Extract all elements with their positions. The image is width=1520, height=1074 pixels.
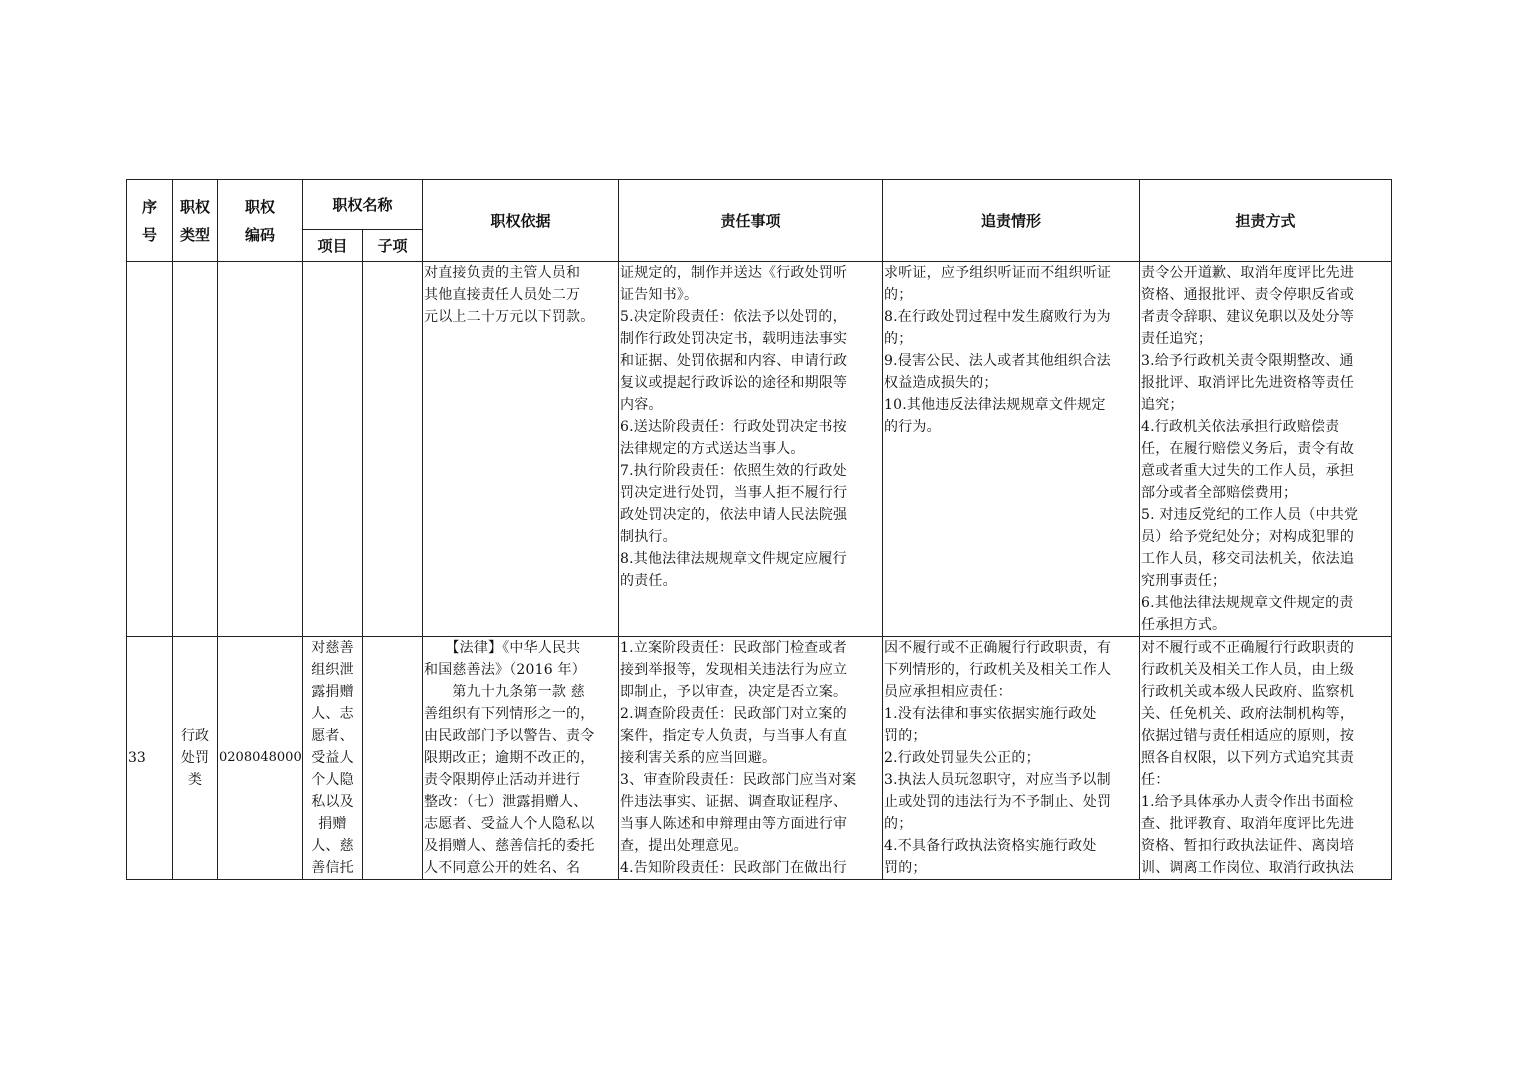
row2-basis-line: 人不同意公开的姓名、名 xyxy=(424,860,581,876)
row1-type xyxy=(173,262,218,637)
row2-basis-line: 及捐赠人、慈善信托的委托 xyxy=(424,838,595,854)
table-row xyxy=(127,637,1392,880)
row2-type-line: 处罚 xyxy=(181,750,209,766)
row1-subitem xyxy=(363,262,423,637)
row2-item xyxy=(303,637,363,880)
row1-duty-line: 的责任。 xyxy=(620,573,677,589)
row2-method xyxy=(1140,637,1392,880)
row1-duty-line: 8.其他法律法规规章文件规定应履行 xyxy=(620,551,847,567)
row2-basis-line: 善组织有下列情形之一的， xyxy=(424,706,595,722)
row1-method-line: 6.其他法律法规规章文件规定的责 xyxy=(1141,595,1354,611)
row2-duty-line: 件违法事实、证据、调查取证程序、 xyxy=(620,794,848,810)
row1-duty-line: 罚决定进行处罚，当事人拒不履行行 xyxy=(620,485,848,501)
header-code xyxy=(218,180,303,262)
row2-basis xyxy=(423,637,619,880)
row2-item-line: 愿者、 xyxy=(311,728,354,744)
row2-accountability-line: 罚的； xyxy=(884,860,927,876)
row1-accountability-line: 权益造成损失的； xyxy=(884,375,998,391)
row2-basis-line: 限期改正；逾期不改正的， xyxy=(424,750,595,766)
row2-item-line: 善信托 xyxy=(311,860,354,876)
row1-method-line: 4.行政机关依法承担行政赔偿责 xyxy=(1141,419,1340,435)
row1-method-line: 意或者重大过失的工作人员，承担 xyxy=(1141,463,1355,479)
row1-basis-line: 对直接负责的主管人员和 xyxy=(424,265,581,281)
row2-method-line: 行政机关及相关工作人员，由上级 xyxy=(1141,662,1355,678)
row1-duty-line: 证告知书》。 xyxy=(620,287,699,303)
row1-duty-line: 证规定的，制作并送达《行政处罚听 xyxy=(620,265,848,281)
row1-duty-line: 6.送达阶段责任：行政处罚决定书按 xyxy=(620,419,847,435)
row1-accountability xyxy=(883,262,1140,637)
row2-duty-line: 案件，指定专人负责，与当事人有直 xyxy=(620,728,848,744)
header-seq xyxy=(127,180,173,262)
row2-duty-line: 2.调查阶段责任：民政部门对立案的 xyxy=(620,706,847,722)
row1-method-line: 5. 对违反党纪的工作人员（中共党 xyxy=(1141,507,1359,523)
row1-accountability-line: 的行为。 xyxy=(884,419,941,435)
row1-basis xyxy=(423,262,619,637)
row2-accountability-line: 1.没有法律和事实依据实施行政处 xyxy=(884,706,1097,722)
header-basis: 职权依据 xyxy=(423,180,619,262)
row1-duty-line: 和证据、处罚依据和内容、申请行政 xyxy=(620,353,848,369)
header-type-text: 职权类型 xyxy=(179,197,210,244)
row2-basis-line: 整改：（七）泄露捐赠人、 xyxy=(424,794,588,810)
row1-method-line: 究刑事责任； xyxy=(1141,573,1227,589)
row2-method-line: 照各自权限，以下列方式追究其责 xyxy=(1141,750,1355,766)
row2-accountability-line: 4.不具备行政执法资格实施行政处 xyxy=(884,838,1097,854)
row1-duty-line: 法律规定的方式送达当事人。 xyxy=(620,441,805,457)
row2-accountability-line: 的； xyxy=(884,816,913,832)
row1-basis-line: 其他直接责任人员处二万 xyxy=(424,287,581,303)
row2-accountability xyxy=(883,637,1140,880)
row2-item-line: 个人隐 xyxy=(311,772,354,788)
header-code-text: 职权编码 xyxy=(244,197,275,244)
row1-method-line: 3.给予行政机关责令限期整改、通 xyxy=(1141,353,1354,369)
row1-method xyxy=(1140,262,1392,637)
row2-type xyxy=(173,637,218,880)
row2-accountability-line: 止或处罚的违法行为不予制止、处罚 xyxy=(884,794,1112,810)
row2-accountability-line: 员应承担相应责任： xyxy=(884,684,1012,700)
row2-item-line: 组织泄 xyxy=(311,662,354,678)
row1-method-line: 任承担方式。 xyxy=(1141,617,1227,633)
row2-duty-line: 接到举报等，发现相关违法行为应立 xyxy=(620,662,848,678)
row2-type-line: 类 xyxy=(188,772,202,788)
row1-code xyxy=(218,262,303,637)
row2-duty-line: 1.立案阶段责任：民政部门检查或者 xyxy=(620,640,847,656)
row2-method-line: 资格、暂扣行政执法证件、离岗培 xyxy=(1141,838,1355,854)
row2-basis-line: 【法律】《中华人民共 xyxy=(424,640,581,656)
header-item: 项目 xyxy=(303,230,363,262)
row1-accountability-line: 8.在行政处罚过程中发生腐败行为为 xyxy=(884,309,1111,325)
row2-method-line: 行政机关或本级人民政府、监察机 xyxy=(1141,684,1355,700)
header-name: 职权名称 xyxy=(303,180,423,230)
row1-duty xyxy=(619,262,883,637)
header-row xyxy=(127,180,1392,230)
row1-duty-line: 复议或提起行政诉讼的途径和期限等 xyxy=(620,375,848,391)
row2-method-line: 训、调离工作岗位、取消行政执法 xyxy=(1141,860,1355,876)
row2-duty-line: 接利害关系的应当回避。 xyxy=(620,750,777,766)
header-accountability: 追责情形 xyxy=(883,180,1140,262)
row2-accountability-line: 3.执法人员玩忽职守，对应当予以制 xyxy=(884,772,1111,788)
row2-basis-line: 第九十九条第一款 慈 xyxy=(424,684,585,700)
row1-accountability-line: 的； xyxy=(884,331,913,347)
row2-duty-line: 3、审查阶段责任：民政部门应当对案 xyxy=(620,772,857,788)
row1-duty-line: 制作行政处罚决定书，载明违法事实 xyxy=(620,331,848,347)
row1-basis-line: 元以上二十万元以下罚款。 xyxy=(424,309,595,325)
row1-method-line: 追究； xyxy=(1141,397,1184,413)
header-type xyxy=(173,180,218,262)
row2-basis-line: 和国慈善法》（2016 年） xyxy=(424,662,586,678)
row1-duty-line: 政处罚决定的，依法申请人民法院强 xyxy=(620,507,848,523)
row1-duty-line: 制执行。 xyxy=(620,529,677,545)
power-responsibility-table xyxy=(126,179,1392,880)
header-subitem: 子项 xyxy=(363,230,423,262)
row2-method-line: 关、任免机关、政府法制机构等， xyxy=(1141,706,1355,722)
row2-code: 0208048000 xyxy=(218,637,303,880)
row2-accountability-line: 因不履行或不正确履行行政职责，有 xyxy=(884,640,1112,656)
row2-basis-line: 由民政部门予以警告、责令 xyxy=(424,728,595,744)
row2-item-line: 捐赠 xyxy=(318,816,347,832)
row1-method-line: 者责令辞职、建议免职以及处分等 xyxy=(1141,309,1355,325)
row2-method-line: 查、批评教育、取消年度评比先进 xyxy=(1141,816,1355,832)
row1-method-line: 报批评、取消评比先进资格等责任 xyxy=(1141,375,1355,391)
row2-accountability-line: 下列情形的，行政机关及相关工作人 xyxy=(884,662,1112,678)
row2-method-line: 1.给予具体承办人责令作出书面检 xyxy=(1141,794,1354,810)
row2-method-line: 对不履行或不正确履行行政职责的 xyxy=(1141,640,1355,656)
row1-accountability-line: 求听证，应予组织听证而不组织听证 xyxy=(884,265,1112,281)
row2-type-line: 行政 xyxy=(181,728,209,744)
row2-duty-line: 即制止，予以审查，决定是否立案。 xyxy=(620,684,848,700)
row1-accountability-line: 10.其他违反法律法规规章文件规定 xyxy=(884,397,1106,413)
header-seq-text: 序号 xyxy=(141,197,157,244)
row1-method-line: 任，在履行赔偿义务后，责令有故 xyxy=(1141,441,1355,457)
row2-duty-line: 当事人陈述和申辩理由等方面进行审 xyxy=(620,816,848,832)
row2-method-line: 任： xyxy=(1141,772,1170,788)
row1-accountability-line: 的； xyxy=(884,287,913,303)
row1-method-line: 责任追究； xyxy=(1141,331,1213,347)
row2-item-line: 人、慈 xyxy=(311,838,354,854)
row1-method-line: 资格、通报批评、责令停职反省或 xyxy=(1141,287,1355,303)
table-row xyxy=(127,262,1392,637)
row1-duty-line: 7.执行阶段责任：依照生效的行政处 xyxy=(620,463,847,479)
row2-accountability-line: 罚的； xyxy=(884,728,927,744)
row2-item-line: 对慈善 xyxy=(311,640,354,656)
row1-seq xyxy=(127,262,173,637)
row2-accountability-line: 2.行政处罚显失公正的； xyxy=(884,750,1040,766)
row2-method-line: 依据过错与责任相适应的原则，按 xyxy=(1141,728,1355,744)
row2-duty xyxy=(619,637,883,880)
row2-item-line: 私以及 xyxy=(311,794,354,810)
row2-subitem xyxy=(363,637,423,880)
row1-method-line: 部分或者全部赔偿费用； xyxy=(1141,485,1298,501)
row2-item-line: 受益人 xyxy=(311,750,354,766)
row1-method-line: 员）给予党纪处分；对构成犯罪的 xyxy=(1141,529,1355,545)
header-duty: 责任事项 xyxy=(619,180,883,262)
row2-seq: 33 xyxy=(127,637,173,880)
header-method: 担责方式 xyxy=(1140,180,1392,262)
row1-duty-line: 内容。 xyxy=(620,397,663,413)
row1-method-line: 责令公开道歉、取消年度评比先进 xyxy=(1141,265,1355,281)
row2-item-line: 露捐赠 xyxy=(311,684,354,700)
row1-accountability-line: 9.侵害公民、法人或者其他组织合法 xyxy=(884,353,1111,369)
row1-item xyxy=(303,262,363,637)
row2-basis-line: 责令限期停止活动并进行 xyxy=(424,772,581,788)
row2-duty-line: 4.告知阶段责任：民政部门在做出行 xyxy=(620,860,847,876)
row2-item-line: 人、志 xyxy=(311,706,354,722)
row1-method-line: 工作人员，移交司法机关，依法追 xyxy=(1141,551,1355,567)
row2-duty-line: 查，提出处理意见。 xyxy=(620,838,748,854)
row2-basis-line: 志愿者、受益人个人隐私以 xyxy=(424,816,595,832)
row1-duty-line: 5.决定阶段责任：依法予以处罚的， xyxy=(620,309,847,325)
